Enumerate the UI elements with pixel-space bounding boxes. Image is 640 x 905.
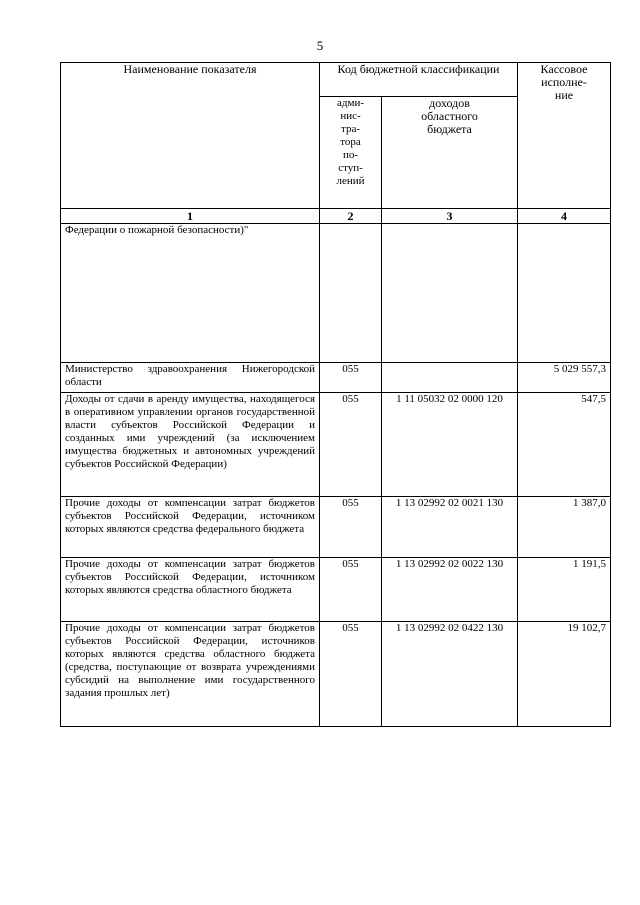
row-amount: 19 102,7	[518, 622, 611, 727]
header-admin-line: тра-	[341, 123, 360, 135]
row-amount: 1 387,0	[518, 497, 611, 558]
table-row	[61, 558, 611, 622]
table-row	[61, 224, 611, 363]
row-amount: 5 029 557,3	[518, 363, 611, 393]
header-cash-line: Кассовое	[540, 62, 588, 76]
row-income-code	[382, 224, 518, 363]
table-row	[61, 393, 611, 497]
header-admin-line: адми-	[337, 97, 364, 109]
row-name: Доходы от сдачи в аренду имущества, находящегося в оперативном управлении органов государственной власти субъектов Российской Федерации и созданных ими учреждений (за исключением имущества бюджетных и автономных учреждений субъектов Российской Федерации)	[61, 393, 320, 497]
row-amount	[518, 224, 611, 363]
header-admin-line: по-	[342, 149, 359, 161]
header-revenue-administrator	[320, 97, 382, 209]
header-admin-line: ступ-	[338, 162, 363, 174]
row-name: Федерации о пожарной безопасности)"	[61, 224, 320, 363]
table-row	[61, 622, 611, 727]
column-number: 3	[382, 209, 518, 224]
row-amount: 1 191,5	[518, 558, 611, 622]
row-amount: 547,5	[518, 393, 611, 497]
row-income-code: 1 13 02992 02 0021 130	[382, 497, 518, 558]
row-name: Прочие доходы от компенсации затрат бюджетов субъектов Российской Федерации, источников которых являются средства областного бюджета (средства, поступающие от возврата учреждениями субсидий на выполнение ими государственного задания прошлых лет)	[61, 622, 320, 727]
table-row	[61, 363, 611, 393]
header-admin-line: тора	[340, 136, 361, 148]
header-income-line: доходов	[429, 96, 470, 110]
row-income-code: 1 13 02992 02 0022 130	[382, 558, 518, 622]
row-income-code: 1 11 05032 02 0000 120	[382, 393, 518, 497]
header-indicator-name: Наименование показателя	[61, 63, 320, 209]
row-admin-code: 055	[320, 558, 382, 622]
row-income-code: 1 13 02992 02 0422 130	[382, 622, 518, 727]
header-regional-income	[382, 97, 518, 209]
table-row	[61, 497, 611, 558]
row-admin-code	[320, 224, 382, 363]
page-number: 5	[316, 38, 324, 53]
header-budget-code: Код бюджетной классификации	[320, 63, 518, 97]
row-name: Прочие доходы от компенсации затрат бюджетов субъектов Российской Федерации, источником которых являются средства областного бюджета	[61, 558, 320, 622]
header-cash-line: исполне-	[541, 75, 587, 89]
row-name: Прочие доходы от компенсации затрат бюджетов субъектов Российской Федерации, источником которых являются средства федерального бюджета	[61, 497, 320, 558]
row-admin-code: 055	[320, 622, 382, 727]
header-income-line: областного	[421, 109, 478, 123]
header-admin-line: лений	[336, 175, 365, 187]
row-income-code	[382, 363, 518, 393]
header-cash-execution	[518, 63, 611, 209]
column-number-row	[61, 209, 611, 224]
column-number: 2	[320, 209, 382, 224]
row-name: Министерство здравоохранения Нижегородской области	[61, 363, 320, 393]
row-admin-code: 055	[320, 497, 382, 558]
budget-execution-table	[60, 62, 611, 727]
header-cash-line: ние	[554, 88, 574, 102]
header-admin-line: нис-	[340, 110, 361, 122]
column-number: 4	[518, 209, 611, 224]
row-admin-code: 055	[320, 393, 382, 497]
row-admin-code: 055	[320, 363, 382, 393]
column-number: 1	[61, 209, 320, 224]
header-income-line: бюджета	[427, 122, 472, 136]
